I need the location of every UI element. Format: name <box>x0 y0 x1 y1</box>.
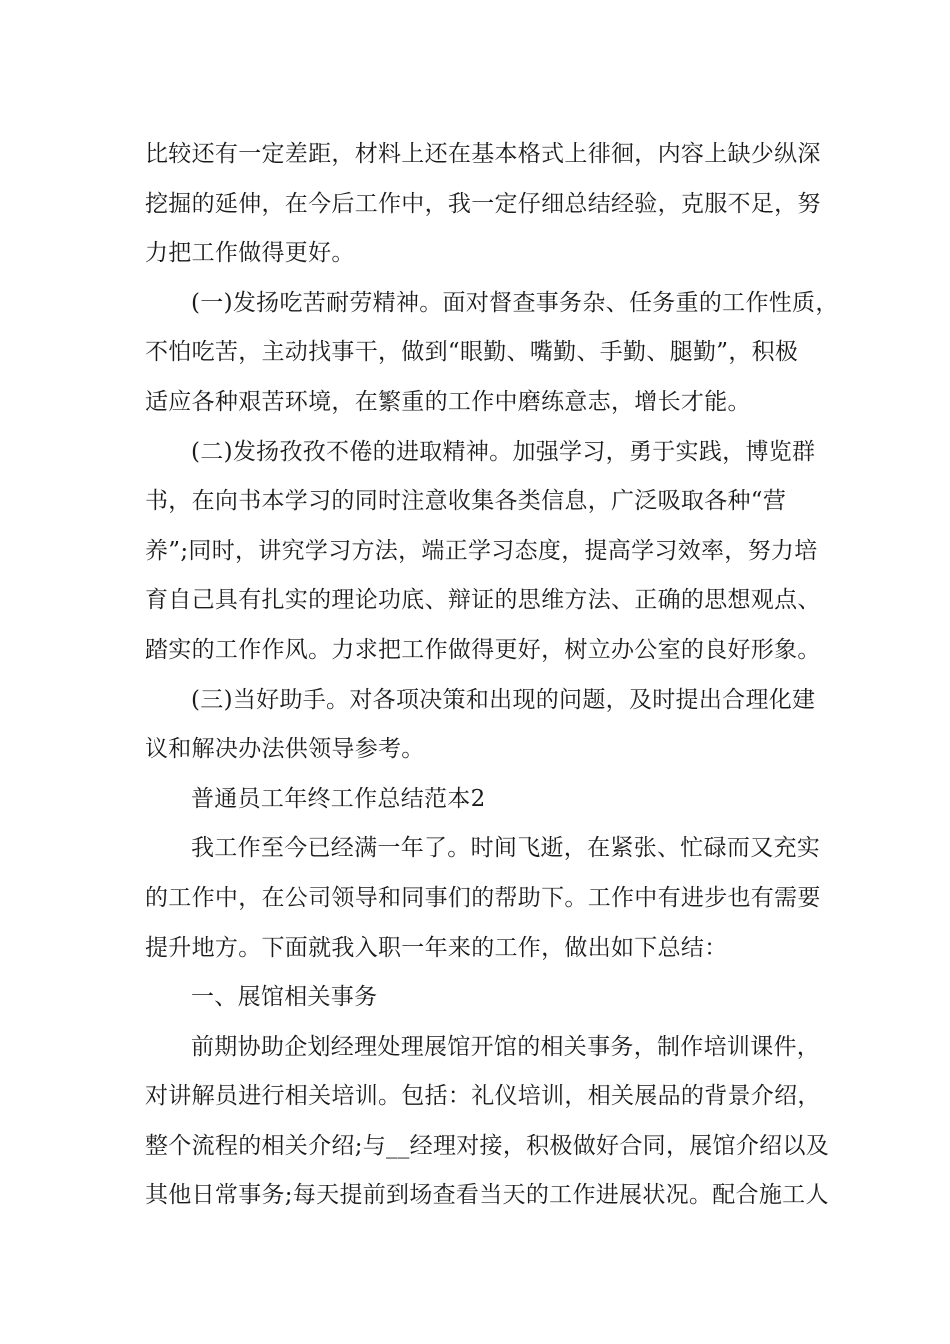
text-line: (二)发扬孜孜不倦的进取精神。加强学习，勇于实践，博览群 <box>191 438 816 465</box>
section-heading <box>145 775 835 825</box>
text-line: 议和解决办法供领导参考。 <box>145 736 425 763</box>
paragraph-item-three <box>145 676 835 775</box>
subsection-heading <box>145 973 835 1023</box>
text-line: 整个流程的相关介绍;与__经理对接，积极做好合同，展馆介绍以及 <box>145 1132 830 1159</box>
text-line: 养”;同时，讲究学习方法，端正学习态度，提高学习效率，努力培 <box>145 537 818 564</box>
text-line: 育自己具有扎实的理论功底、辩证的思维方法、正确的思想观点、 <box>145 587 821 614</box>
text-line: 力把工作做得更好。 <box>145 240 355 267</box>
text-line: 不怕吃苦，主动找事干，做到“眼勤、嘴勤、手勤、腿勤”，积极 <box>145 339 799 366</box>
text-line: 对讲解员进行相关培训。包括：礼仪培训，相关展品的背景介绍， <box>145 1083 821 1110</box>
text-line: 前期协助企划经理处理展馆开馆的相关事务，制作培训课件， <box>191 1033 821 1060</box>
text-line: 的工作中，在公司领导和同事们的帮助下。工作中有进步也有需要 <box>145 884 821 911</box>
paragraph-item-two <box>145 428 835 676</box>
text-line: 踏实的工作作风。力求把工作做得更好，树立办公室的良好形象。 <box>145 636 821 663</box>
heading-text: 一、展馆相关事务 <box>191 984 378 1011</box>
text-line: 提升地方。下面就我入职一年来的工作，做出如下总结： <box>145 934 728 961</box>
text-line: (一)发扬吃苦耐劳精神。面对督查事务杂、任务重的工作性质， <box>191 289 839 316</box>
text-line: 其他日常事务;每天提前到场查看当天的工作进展状况。配合施工人 <box>145 1182 829 1209</box>
text-line: 适应各种艰苦环境，在繁重的工作中磨练意志，增长才能。 <box>145 388 751 415</box>
document-body <box>145 130 839 1221</box>
heading-text: 普通员工年终工作总结范本2 <box>191 785 486 812</box>
text-line: (三)当好助手。对各项决策和出现的问题，及时提出合理化建 <box>191 686 816 713</box>
text-line: 我工作至今已经满一年了。时间飞逝，在紧张、忙碌而又充实 <box>191 835 821 862</box>
paragraph-continuation <box>145 130 835 279</box>
paragraph-item-one <box>145 279 839 428</box>
text-line: 书，在向书本学习的同时注意收集各类信息，广泛吸取各种“营 <box>145 488 787 515</box>
paragraph-intro <box>145 824 835 973</box>
text-line: 比较还有一定差距，材料上还在基本格式上徘徊，内容上缺少纵深 <box>145 141 821 167</box>
text-line: 挖掘的延伸，在今后工作中，我一定仔细总结经验，克服不足，努 <box>145 190 821 217</box>
paragraph-exhibition <box>145 1023 835 1221</box>
